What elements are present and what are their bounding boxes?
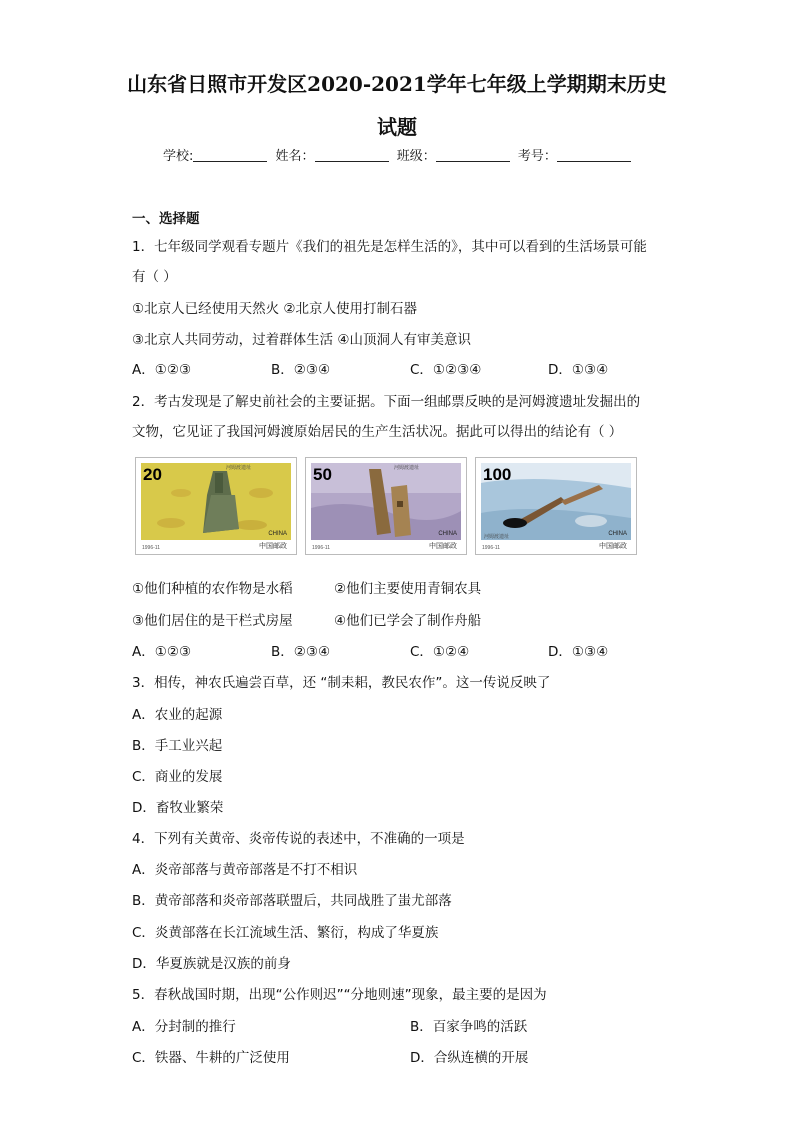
- stamp-20: [136, 458, 296, 554]
- school-label: 学校:: [163, 149, 194, 164]
- q1-option-b[interactable]: B．②③④: [271, 362, 331, 378]
- q2-stem-line2: 文物，它见证了我国河姆渡原始居民的生产生活状况。据此可以得出的结论有（ ）: [132, 424, 623, 440]
- q4-option-b[interactable]: B．黄帝部落和炎帝部落联盟后，共同战胜了蚩尤部落: [132, 893, 452, 909]
- stamp-20-code: 1996-11: [142, 545, 160, 551]
- stamp-50-code: 1996-11: [312, 545, 330, 551]
- q5-option-c[interactable]: C．铁器、牛耕的广泛使用: [132, 1050, 290, 1066]
- q1-option-a[interactable]: A．①②③: [132, 362, 192, 378]
- stamp-20-face: [141, 463, 291, 540]
- q2-item-3: ③他们居住的是干栏式房屋: [132, 613, 293, 629]
- stamp-20-post: 中国邮政: [259, 542, 287, 550]
- q2-option-d[interactable]: D．①③④: [548, 644, 609, 660]
- class-blank: [436, 147, 510, 162]
- exam-title-line1: 山东省日照市开发区2020-2021学年七年级上学期期末历史: [127, 72, 667, 96]
- q4-option-d[interactable]: D．华夏族就是汉族的前身: [132, 956, 291, 972]
- q3-option-a[interactable]: A．农业的起源: [132, 707, 223, 723]
- q5-option-b[interactable]: B．百家争鸣的活跃: [410, 1019, 528, 1035]
- number-label: 考号：: [517, 149, 557, 164]
- q2-option-b[interactable]: B．②③④: [271, 644, 331, 660]
- stamp-50: [306, 458, 466, 554]
- stamp-50-china: CHINA: [438, 531, 457, 537]
- q2-stem-line1: 2．考古发现是了解史前社会的主要证据。下面一组邮票反映的是河姆渡遗址发掘出的: [132, 394, 641, 410]
- q5-option-d[interactable]: D．合纵连横的开展: [410, 1050, 529, 1066]
- stamp-20-china: CHINA: [268, 531, 287, 537]
- q3-stem: 3．相传，神农氏遍尝百草，还 “制耒耜，教民农作”。这一传说反映了: [132, 675, 551, 691]
- q1-items-line2: ③北京人共同劳动，过着群体生活 ④山顶洞人有审美意识: [132, 332, 471, 348]
- stamp-100-site: 河姆渡遗址: [484, 534, 510, 540]
- q2-option-a[interactable]: A．①②③: [132, 644, 192, 660]
- number-blank: [557, 147, 631, 162]
- school-blank: [193, 147, 267, 162]
- stamp-100-post: 中国邮政: [599, 542, 627, 550]
- stamp-50-post: 中国邮政: [429, 542, 457, 550]
- stamp-20-denomination: 20: [143, 465, 162, 484]
- stamp-100-denomination: 100: [483, 465, 512, 484]
- stamp-100-code: 1996-11: [482, 545, 500, 551]
- stamp-50-site: 河姆渡遗址: [394, 465, 420, 471]
- q1-stem-line2: 有（ ）: [132, 269, 177, 285]
- wooden-structure-illustration: [311, 463, 461, 540]
- bone-spade-illustration: [141, 463, 291, 540]
- q1-stem-line1: 1．七年级同学观看专题片《我们的祖先是怎样生活的》，其中可以看到的生活场景可能: [132, 239, 647, 255]
- q2-item-4: ④他们已学会了制作舟船: [334, 613, 482, 629]
- stamp-20-site: 河姆渡遗址: [226, 465, 252, 471]
- q5-option-a[interactable]: A．分封制的推行: [132, 1019, 236, 1035]
- exam-title-line2: 试题: [377, 115, 417, 139]
- q2-item-2: ②他们主要使用青铜农具: [334, 581, 482, 597]
- stamp-100-china: CHINA: [608, 531, 627, 537]
- section-heading: 一、选择题: [132, 211, 200, 227]
- q3-option-b[interactable]: B．手工业兴起: [132, 738, 223, 754]
- stamp-50-denomination: 50: [313, 465, 332, 484]
- name-label: 姓名：: [275, 149, 315, 164]
- q2-item-1: ①他们种植的农作物是水稻: [132, 581, 293, 597]
- q4-option-a[interactable]: A．炎帝部落与黄帝部落是不打不相识: [132, 862, 358, 878]
- q1-option-d[interactable]: D．①③④: [548, 362, 609, 378]
- q4-stem: 4．下列有关黄帝、炎帝传说的表述中，不准确的一项是: [132, 831, 465, 847]
- q3-option-d[interactable]: D．畜牧业繁荣: [132, 800, 224, 816]
- name-blank: [315, 147, 389, 162]
- q5-stem: 5．春秋战国时期，出现“公作则迟”“分地则速”现象，最主要的是因为: [132, 987, 547, 1003]
- q2-option-c[interactable]: C．①②④: [410, 644, 470, 660]
- q4-option-c[interactable]: C．炎黄部落在长江流域生活、繁衍，构成了华夏族: [132, 925, 439, 941]
- stamp-50-face: [311, 463, 461, 540]
- stamp-100: [476, 458, 636, 554]
- q1-items-line1: ①北京人已经使用天然火 ②北京人使用打制石器: [132, 301, 417, 317]
- q3-option-c[interactable]: C．商业的发展: [132, 769, 223, 785]
- student-info-row: [163, 145, 635, 164]
- class-label: 班级：: [396, 149, 436, 164]
- hemudu-stamps: [136, 458, 641, 556]
- q1-option-c[interactable]: C．①②③④: [410, 362, 482, 378]
